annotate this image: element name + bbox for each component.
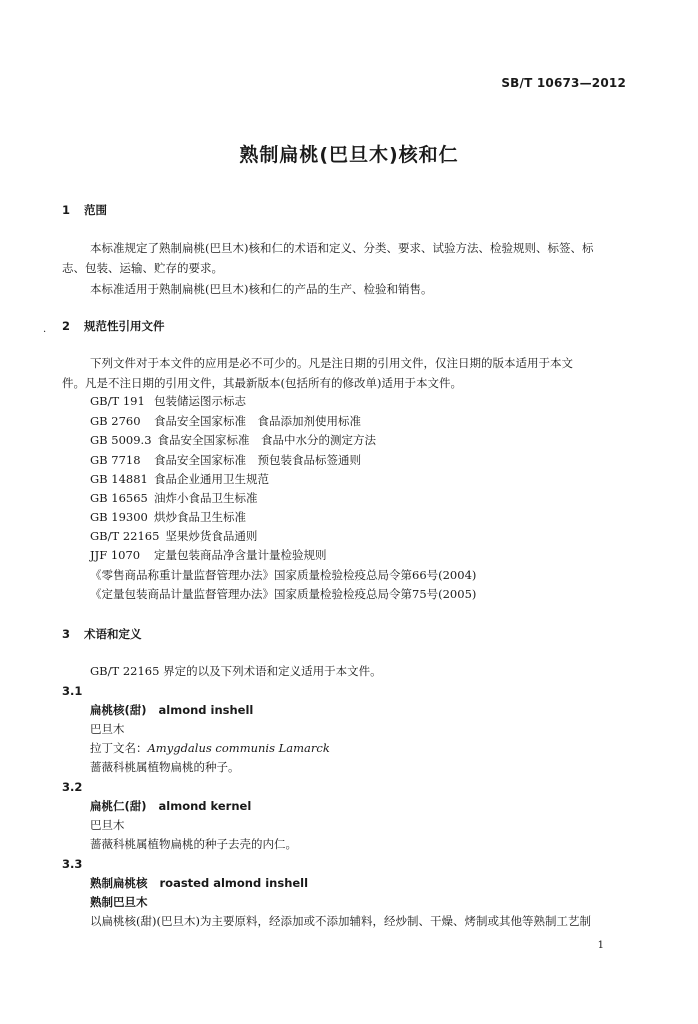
reference-title: 食品安全国家标准 食品中水分的测定方法: [157, 433, 377, 447]
reference-code: GB/T 191: [90, 394, 145, 408]
term-definition: 以扁桃核(甜)(巴旦木)为主要原料，经添加或不添加辅料，经炒制、干燥、烤制或其他等熟制工艺制: [90, 914, 591, 928]
reference-code: JJF 1070: [90, 548, 141, 562]
term-en: almond kernel: [158, 799, 252, 813]
document-title: 熟制扁桃(巴旦木)核和仁: [239, 144, 459, 166]
section-number: 1: [62, 203, 71, 217]
regulation-item: 《定量包装商品计量监督管理办法》国家质量检验检疫总局令第75号(2005): [90, 587, 477, 601]
reference-title: 油炸小食品卫生标准: [154, 491, 258, 505]
reference-item: [90, 528, 257, 544]
reference-code: GB/T 22165: [90, 529, 160, 543]
reference-item: [90, 547, 327, 563]
reference-code: GB 7718: [90, 453, 141, 467]
reference-code: GB 14881: [90, 472, 148, 486]
term-alias: 巴旦木: [90, 818, 125, 832]
term-definition: 蔷薇科桃属植物扁桃的种子去壳的内仁。: [90, 837, 297, 851]
reference-code: GB 16565: [90, 491, 148, 505]
term-number: 3.2: [62, 780, 83, 794]
reference-code: GB 5009.3: [90, 433, 152, 447]
section-number: 2: [62, 319, 71, 333]
paragraph-line: 志、包装、运输、贮存的要求。: [62, 261, 223, 275]
paragraph-line: GB/T 22165 界定的以及下列术语和定义适用于本文件。: [90, 664, 382, 678]
page-number: 1: [597, 940, 604, 951]
standard-code: SB/T 10673—2012: [501, 76, 626, 90]
regulation-item: 《零售商品称重计量监督管理办法》国家质量检验检疫总局令第66号(2004): [90, 568, 477, 582]
term-alias: 熟制巴旦木: [90, 895, 148, 909]
reference-item: [90, 471, 269, 487]
term-zh: 扁桃核(甜): [90, 703, 147, 717]
paragraph-line: 件。凡是不注日期的引用文件，其最新版本(包括所有的修改单)适用于本文件。: [62, 376, 462, 390]
paragraph-line: 下列文件对于本文件的应用是必不可少的。凡是注日期的引用文件，仅注日期的版本适用于本文: [90, 356, 573, 370]
term-number: 3.1: [62, 684, 83, 698]
paragraph-line: 本标准适用于熟制扁桃(巴旦木)核和仁的产品的生产、检验和销售。: [90, 282, 433, 296]
reference-code: GB 19300: [90, 510, 148, 524]
term-definition: 蔷薇科桃属植物扁桃的种子。: [90, 760, 240, 774]
term-en: almond inshell: [158, 703, 254, 717]
reference-code: GB 2760: [90, 414, 141, 428]
section-3-heading: [62, 626, 142, 642]
section-title: 范围: [84, 203, 107, 217]
reference-item: [90, 452, 361, 468]
section-1-heading: [62, 202, 107, 218]
term-zh: 扁桃仁(甜): [90, 799, 147, 813]
reference-title: 烘炒食品卫生标准: [154, 510, 246, 524]
term-heading: [90, 702, 253, 718]
term-heading: [90, 875, 308, 891]
term-zh: 熟制扁桃核: [90, 876, 148, 890]
latin-prefix: 拉丁文名：: [90, 741, 148, 755]
reference-item: [90, 432, 376, 448]
term-latin-name: [90, 740, 330, 756]
term-number: 3.3: [62, 857, 83, 871]
reference-title: 包装储运图示标志: [154, 394, 246, 408]
term-alias: 巴旦木: [90, 722, 125, 736]
reference-item: [90, 509, 246, 525]
reference-title: 食品企业通用卫生规范: [154, 472, 269, 486]
reference-item: [90, 413, 361, 429]
section-title: 术语和定义: [84, 627, 142, 641]
latin-name: Amygdalus communis Lamarck: [147, 741, 330, 755]
reference-title: 食品安全国家标准 预包装食品标签通则: [154, 453, 361, 467]
scan-mark: .: [43, 324, 47, 335]
term-en: roasted almond inshell: [159, 876, 309, 890]
section-2-heading: [62, 318, 165, 334]
reference-title: 坚果炒货食品通则: [165, 529, 258, 543]
reference-item: [90, 393, 246, 409]
term-heading: [90, 798, 251, 814]
section-number: 3: [62, 627, 71, 641]
section-title: 规范性引用文件: [84, 319, 165, 333]
reference-title: 定量包装商品净含量计量检验规则: [154, 548, 327, 562]
paragraph-line: 本标准规定了熟制扁桃(巴旦木)核和仁的术语和定义、分类、要求、试验方法、检验规则、标签、标: [90, 241, 594, 255]
reference-item: [90, 490, 258, 506]
reference-title: 食品安全国家标准 食品添加剂使用标准: [154, 414, 361, 428]
